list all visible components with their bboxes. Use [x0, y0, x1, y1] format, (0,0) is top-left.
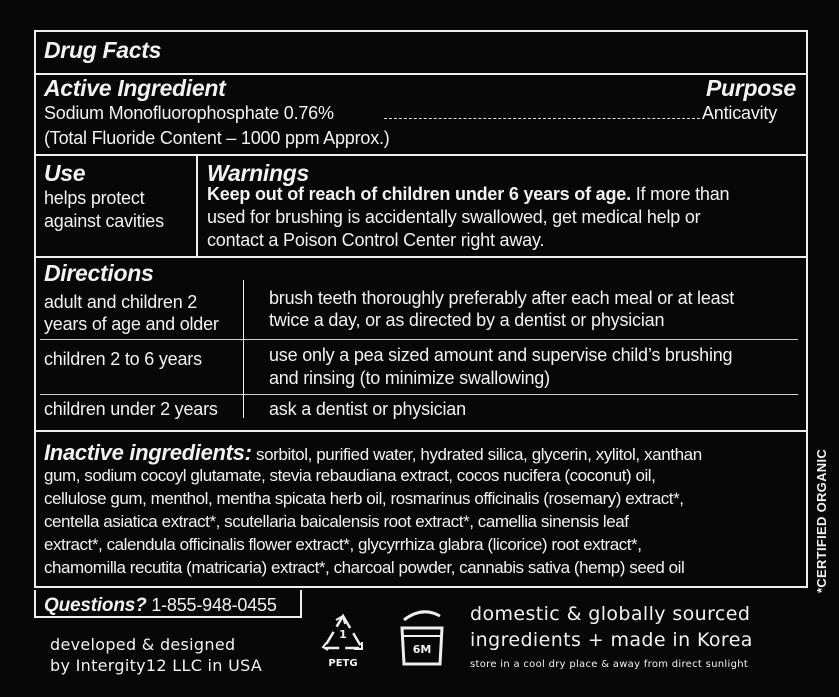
warnings-line-3: contact a Poison Control Center right away.: [207, 230, 545, 250]
warning-text: If more than: [630, 184, 730, 204]
fluoride-note: (Total Fluoride Content – 1000 ppm Approx.): [44, 128, 390, 148]
active-ingredient-name: Sodium Monofluorophosphate 0.76%: [44, 103, 334, 123]
warnings-line-2: used for brushing is accidentally swallowed, get medical help or: [207, 207, 701, 227]
sourcing-line: domestic & globally sourced: [470, 603, 751, 625]
directions-row-line: [40, 339, 798, 340]
rule-active: [34, 154, 808, 156]
directions-who: children 2 to 6 years: [44, 349, 202, 369]
rule-use: [34, 256, 808, 258]
sourcing-line: ingredients + made in Korea: [470, 629, 753, 651]
pao-label: 6M: [412, 643, 432, 656]
directions-what: ask a dentist or physician: [269, 399, 466, 419]
questions-line: [44, 594, 277, 617]
recycle-material: PETG: [328, 658, 358, 669]
directions-what: use only a pea sized amount and supervise child’s brushing: [269, 345, 733, 365]
questions-label: Questions?: [44, 595, 147, 616]
use-line: helps protect: [44, 188, 145, 208]
use-divider: [196, 154, 198, 256]
phone-number[interactable]: 1-855-948-0455: [151, 595, 277, 615]
directions-what: brush teeth thoroughly preferably after each meal or at least: [269, 288, 735, 308]
inactive-line: centella asiatica extract*, scutellaria baicalensis root extract*, camellia sinensis leaf: [44, 512, 629, 531]
storage-note: store in a cool dry place & away from direct sunlight: [470, 659, 749, 670]
inactive-line: extract*, calendula officinalis flower extract*, glycyrrhiza glabra (licorice) root extract*,: [44, 535, 642, 554]
inactive-line-1: [44, 440, 702, 466]
warning-emphasis: Keep out of reach of children under 6 years of age.: [207, 184, 631, 204]
directions-column-line: [243, 280, 244, 418]
recycle-triangle-icon: [318, 612, 368, 672]
leader-dots: [384, 118, 700, 119]
drug-facts-title: Drug Facts: [44, 37, 162, 63]
inactive-text: sorbitol, purified water, hydrated silica, glycerin, xylitol, xanthan: [251, 445, 702, 464]
use-line: against cavities: [44, 211, 164, 231]
directions-who: children under 2 years: [44, 399, 218, 419]
active-ingredient-heading: Active Ingredient: [44, 75, 226, 101]
purpose-heading: Purpose: [706, 75, 796, 101]
directions-row-line: [40, 394, 798, 395]
developer-line: by Intergity12 LLC in USA: [50, 656, 263, 675]
inactive-line: chamomilla recutita (matricaria) extract*, charcoal powder, cannabis sativa (hemp) seed oil: [44, 558, 685, 577]
inactive-heading: Inactive ingredients:: [44, 440, 252, 465]
purpose-value: Anticavity: [702, 103, 778, 123]
directions-who: years of age and older: [44, 314, 219, 334]
open-jar-icon: [396, 606, 448, 668]
inactive-line: gum, sodium cocoyl glutamate, stevia rebaudiana extract, cocos nucifera (coconut) oil,: [44, 466, 656, 485]
directions-heading: Directions: [44, 260, 154, 286]
directions-who: adult and children 2: [44, 292, 198, 312]
recycle-code: 1: [339, 628, 347, 641]
warnings-line-1: [207, 183, 729, 205]
use-heading: Use: [44, 160, 86, 186]
inactive-line: cellulose gum, menthol, mentha spicata herb oil, rosmarinus officinalis (rosemary) extract*,: [44, 489, 684, 508]
directions-what: and rinsing (to minimize swallowing): [269, 368, 550, 388]
warnings-heading: Warnings: [207, 160, 309, 186]
certified-organic-note: *CERTIFIED ORGANIC: [814, 448, 829, 593]
rule-directions: [34, 430, 808, 432]
developer-line: developed & designed: [50, 635, 236, 654]
directions-what: twice a day, or as directed by a dentist or physician: [269, 310, 665, 330]
